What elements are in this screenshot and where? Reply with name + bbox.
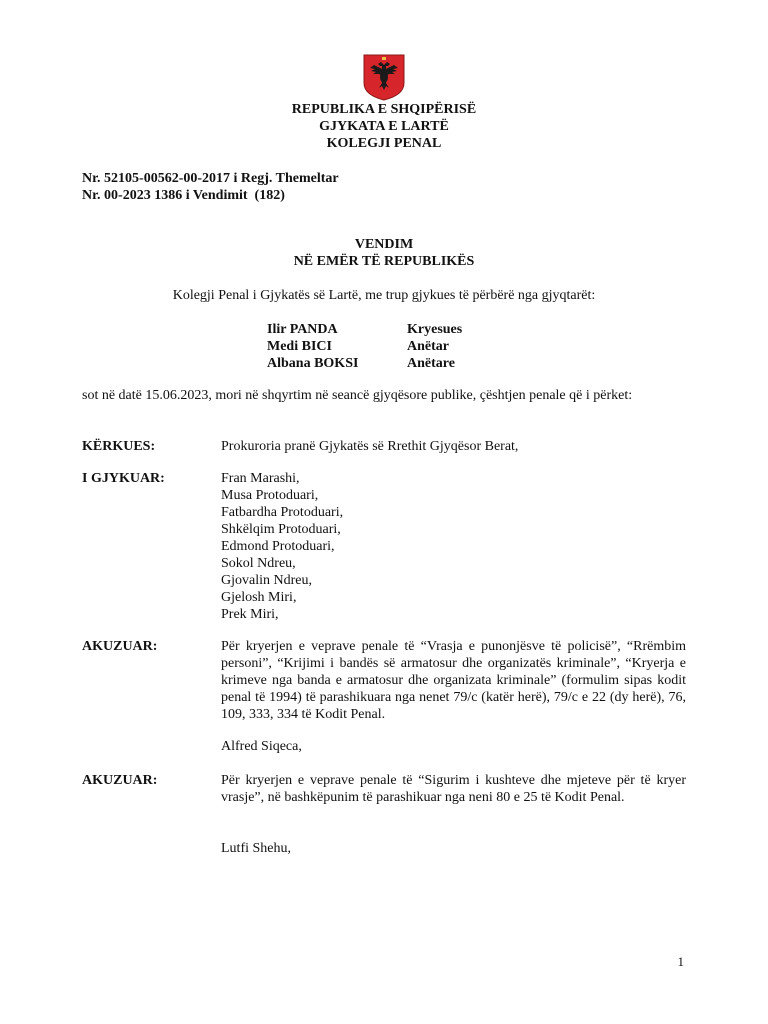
akuzuar-label: AKUZUAR: bbox=[82, 639, 158, 654]
judge-row bbox=[267, 355, 462, 372]
defendant-name: Prek Miri, bbox=[221, 607, 279, 622]
charges-paragraph: Për kryerjen e veprave penale të “Vrasja e punonjësve të policisë”, “Rrëmbim personi”, “Krijimi i bandës së armatosur dhe organizatës kriminale”, “Kryerja e krimeve nga banda e armatosur dhe organizata kriminale” (formulim sipas kodit penal të 1994) të parashikuara nga nenet 79/c (katër herë), 79/c e 22 (dy herë), 76, 109, 333, 334 të Kodit Penal. bbox=[221, 639, 686, 722]
session-paragraph: sot në datë 15.06.2023, mori në shqyrtim në seancë gjyqësore publike, çështjen penale që i përket: bbox=[82, 388, 633, 403]
judge-role: Anëtare bbox=[407, 356, 455, 371]
judge-role: Anëtar bbox=[407, 339, 449, 354]
judge-row bbox=[267, 338, 462, 355]
header-republic: REPUBLIKA E SHQIPËRISË bbox=[291, 102, 477, 117]
defendant-name: Fran Marashi, bbox=[221, 471, 300, 486]
court-header bbox=[0, 101, 768, 152]
kerkues-label: KËRKUES: bbox=[82, 439, 156, 454]
header-college: KOLEGJI PENAL bbox=[326, 136, 442, 151]
defendants-list bbox=[221, 470, 686, 623]
judges-list bbox=[267, 321, 462, 372]
defendant-name: Fatbardha Protoduari, bbox=[221, 505, 344, 520]
judge-role: Kryesues bbox=[407, 322, 463, 337]
judge-name: Medi BICI bbox=[267, 339, 332, 354]
judge-name: Albana BOKSI bbox=[267, 356, 359, 371]
defendant-name: Sokol Ndreu, bbox=[221, 556, 296, 571]
decision-title: VENDIM bbox=[354, 237, 414, 252]
header-court: GJYKATA E LARTË bbox=[319, 119, 449, 134]
decision-title-block bbox=[0, 236, 768, 270]
defendant-name-alfred: Alfred Siqeca, bbox=[221, 739, 302, 754]
gjykuar-label: I GJYKUAR: bbox=[82, 471, 165, 486]
intro-paragraph: Kolegji Penal i Gjykatës së Lartë, me trup gjykues të përbërë nga gjyqtarët: bbox=[172, 288, 596, 303]
kerkues-value: Prokuroria pranë Gjykatës së Rrethit Gjyqësor Berat, bbox=[221, 439, 519, 454]
defendant-name: Edmond Protoduari, bbox=[221, 539, 335, 554]
registration-numbers bbox=[82, 170, 339, 204]
defendant-name-lutfi: Lutfi Shehu, bbox=[221, 841, 291, 856]
judge-name: Ilir PANDA bbox=[267, 322, 338, 337]
albanian-coat-of-arms-emblem bbox=[362, 53, 406, 101]
defendant-name: Shkëlqim Protoduari, bbox=[221, 522, 341, 537]
reg-number-line: Nr. 52105-00562-00-2017 i Regj. Themeltar bbox=[82, 171, 339, 186]
charges-paragraph: Për kryerjen e veprave penale të “Sigurim i kushteve dhe mjeteve për të kryer vrasje”, në bashkëpunim të parashikuar nga neni 80 e 25 të Kodit Penal. bbox=[221, 773, 686, 805]
judge-row bbox=[267, 321, 462, 338]
defendant-name: Musa Protoduari, bbox=[221, 488, 319, 503]
decision-subtitle: NË EMËR TË REPUBLIKËS bbox=[293, 254, 475, 269]
defendant-name: Gjovalin Ndreu, bbox=[221, 573, 312, 588]
defendant-name: Gjelosh Miri, bbox=[221, 590, 297, 605]
decision-number-line: Nr. 00-2023 1386 i Vendimit (182) bbox=[82, 188, 285, 203]
page-number: 1 bbox=[677, 954, 684, 969]
akuzuar-label: AKUZUAR: bbox=[82, 773, 158, 788]
